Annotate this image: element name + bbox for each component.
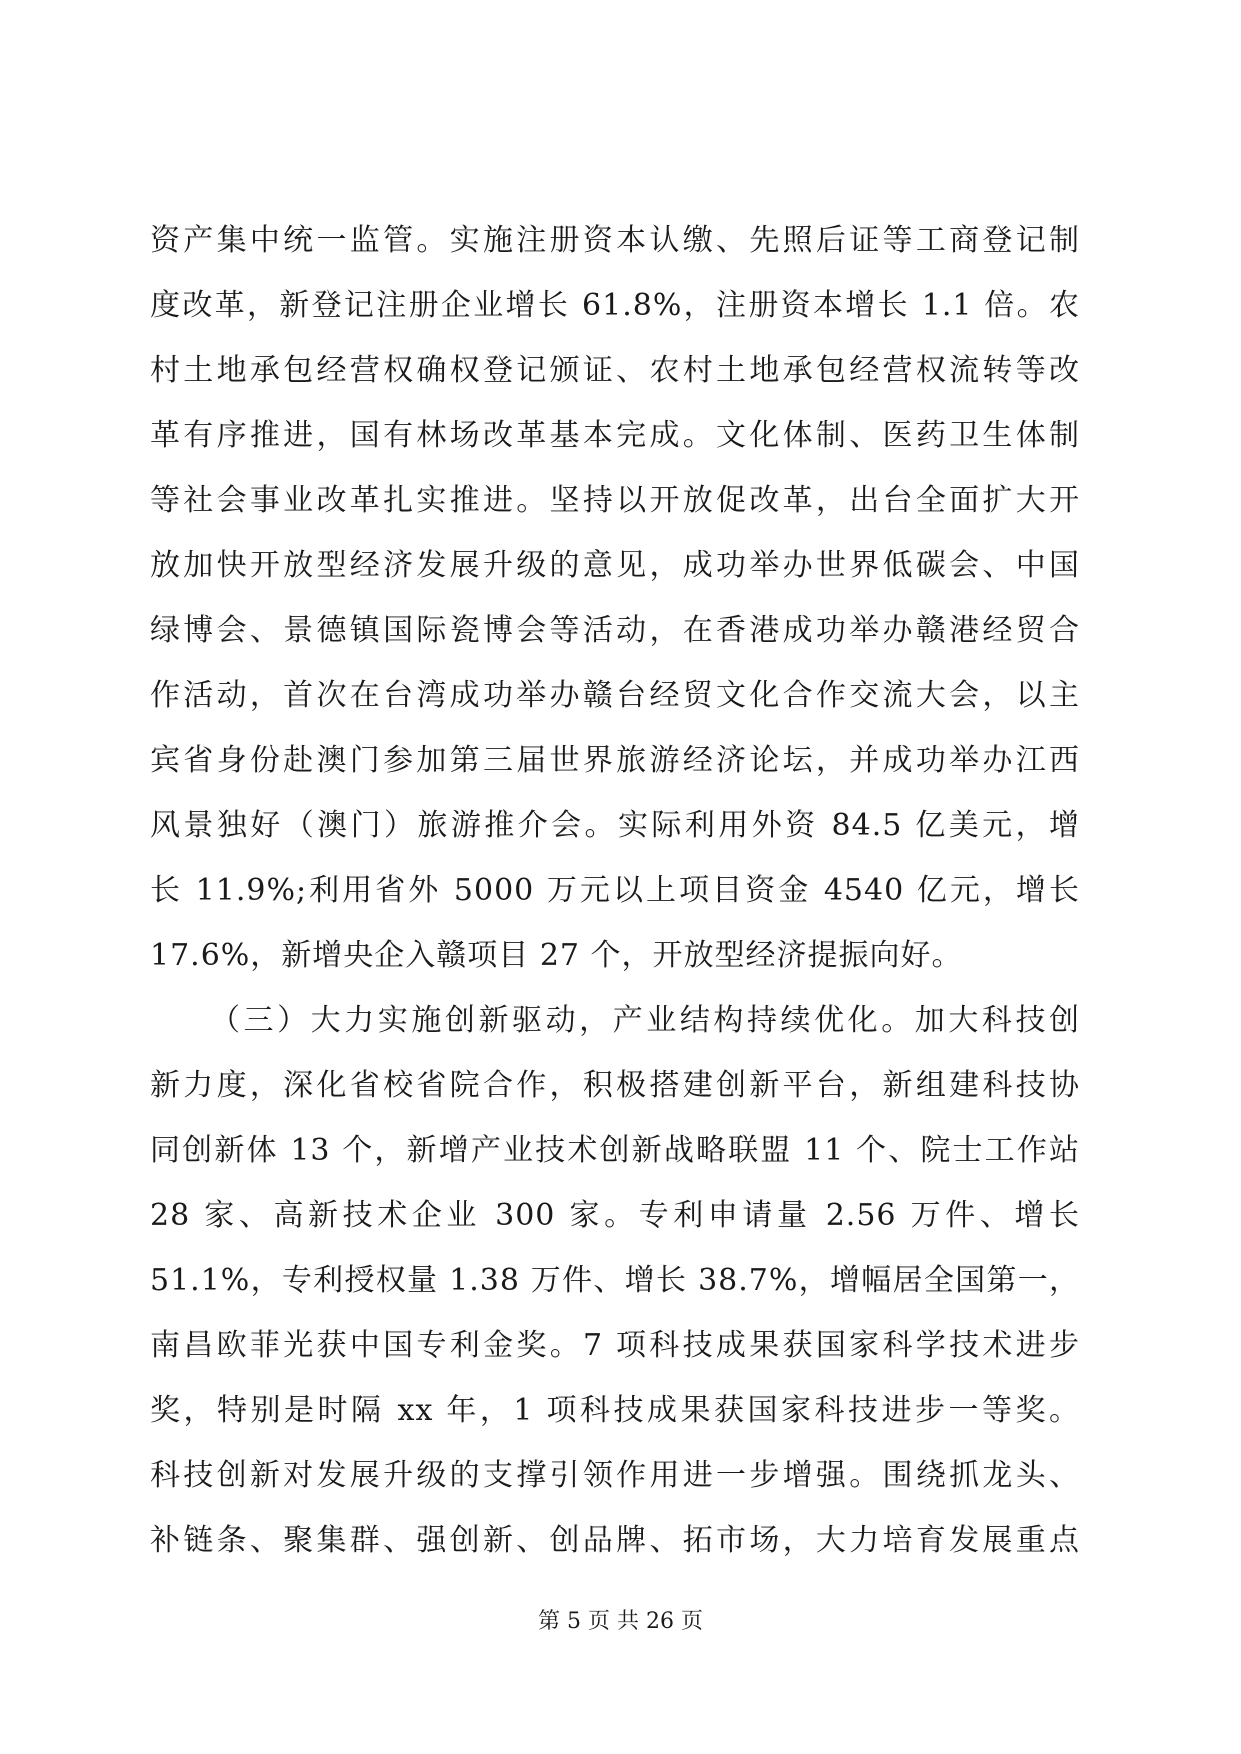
- text-line: 长 11.9%;利用省外 5000 万元以上项目资金 4540 亿元，增长: [150, 873, 1080, 908]
- text-line: 度改革，新登记注册企业增长 61.8%，注册资本增长 1.1 倍。农: [150, 288, 1080, 323]
- text-line: 新力度，深化省校省院合作，积极搭建创新平台，新组建科技协: [150, 1068, 1080, 1103]
- text-line: 资产集中统一监管。实施注册资本认缴、先照后证等工商登记制: [150, 223, 1080, 258]
- text-line: 科技创新对发展升级的支撑引领作用进一步增强。围绕抓龙头、: [150, 1458, 1080, 1493]
- document-body: [150, 208, 1080, 1573]
- text-line: 奖，特别是时隔 xx 年，1 项科技成果获国家科技进步一等奖。: [150, 1393, 1080, 1428]
- text-line: 同创新体 13 个，新增产业技术创新战略联盟 11 个、院士工作站: [150, 1133, 1080, 1168]
- text-line: 作活动，首次在台湾成功举办赣台经贸文化合作交流大会，以主: [150, 678, 1080, 713]
- text-line: 绿博会、景德镇国际瓷博会等活动，在香港成功举办赣港经贸合: [150, 613, 1080, 648]
- text-line: 补链条、聚集群、强创新、创品牌、拓市场，大力培育发展重点: [150, 1523, 1080, 1558]
- text-line: 革有序推进，国有林场改革基本完成。文化体制、医药卫生体制: [150, 418, 1080, 453]
- page-number-footer: 第 5 页 共 26 页: [538, 1609, 703, 1634]
- text-line: 等社会事业改革扎实推进。坚持以开放促改革，出台全面扩大开: [150, 483, 1080, 518]
- text-line: 28 家、高新技术企业 300 家。专利申请量 2.56 万件、增长: [150, 1198, 1080, 1233]
- text-line: 宾省身份赴澳门参加第三届世界旅游经济论坛，并成功举办江西: [150, 743, 1080, 778]
- text-line: 放加快开放型经济发展升级的意见，成功举办世界低碳会、中国: [150, 548, 1080, 583]
- text-line: 村土地承包经营权确权登记颁证、农村土地承包经营权流转等改: [150, 353, 1080, 388]
- text-line-paragraph-end: 17.6%，新增央企入赣项目 27 个，开放型经济提振向好。: [150, 938, 963, 973]
- section-heading-line: （三）大力实施创新驱动，产业结构持续优化。加大科技创: [210, 1003, 1080, 1038]
- text-line: 南昌欧菲光获中国专利金奖。7 项科技成果获国家科学技术进步: [150, 1328, 1080, 1363]
- text-line: 风景独好（澳门）旅游推介会。实际利用外资 84.5 亿美元，增: [150, 808, 1080, 843]
- text-line: 51.1%，专利授权量 1.38 万件、增长 38.7%，增幅居全国第一，: [150, 1263, 1080, 1298]
